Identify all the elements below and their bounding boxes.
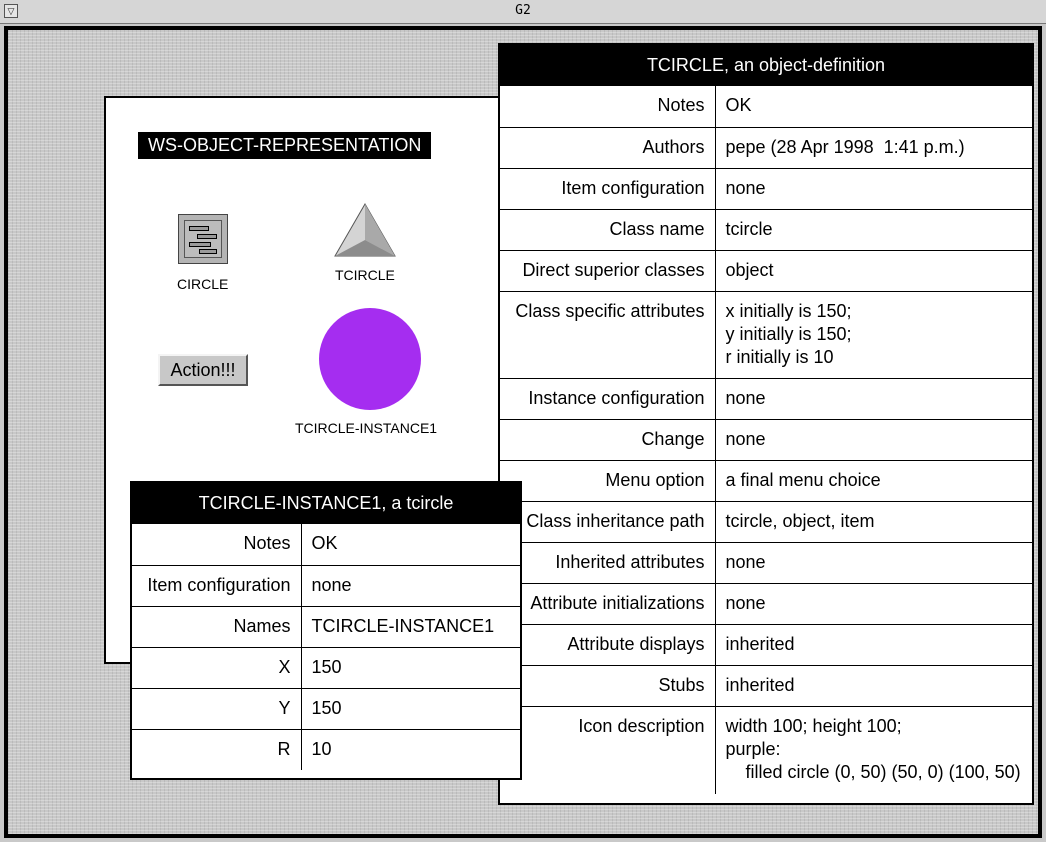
- attribute-value[interactable]: OK: [715, 86, 1032, 127]
- attribute-name: Attribute displays: [500, 624, 715, 665]
- window-menu-icon[interactable]: ▽: [4, 4, 18, 18]
- attribute-row: [500, 706, 1032, 794]
- attribute-name: Stubs: [500, 665, 715, 706]
- attribute-name: R: [132, 729, 301, 770]
- attribute-row: [132, 606, 520, 647]
- attribute-name: Authors: [500, 127, 715, 168]
- attribute-row: [132, 647, 520, 688]
- attribute-name: Class inheritance path: [500, 501, 715, 542]
- attribute-row: [132, 688, 520, 729]
- tcircle-label: TCIRCLE: [335, 267, 395, 283]
- attribute-value[interactable]: inherited: [715, 665, 1032, 706]
- attribute-row: [132, 729, 520, 770]
- attribute-value[interactable]: none: [715, 378, 1032, 419]
- attribute-name: Inherited attributes: [500, 542, 715, 583]
- attribute-name: Names: [132, 606, 301, 647]
- circle-icon-bar: [189, 242, 211, 247]
- attribute-value[interactable]: none: [301, 565, 520, 606]
- attribute-name: Instance configuration: [500, 378, 715, 419]
- attribute-value[interactable]: tcircle: [715, 209, 1032, 250]
- attribute-row: [500, 665, 1032, 706]
- attribute-value[interactable]: none: [715, 542, 1032, 583]
- attribute-value[interactable]: tcircle, object, item: [715, 501, 1032, 542]
- attribute-value[interactable]: inherited: [715, 624, 1032, 665]
- attribute-name: Change: [500, 419, 715, 460]
- attribute-value[interactable]: TCIRCLE-INSTANCE1: [301, 606, 520, 647]
- attribute-value[interactable]: none: [715, 168, 1032, 209]
- attribute-row: [500, 501, 1032, 542]
- attribute-value[interactable]: pepe (28 Apr 1998 1:41 p.m.): [715, 127, 1032, 168]
- circle-icon-bar: [197, 234, 217, 239]
- attribute-row: [500, 209, 1032, 250]
- circle-object-definition-icon[interactable]: [178, 214, 228, 264]
- attribute-row: [500, 583, 1032, 624]
- tcircle-triangle-icon[interactable]: [333, 202, 397, 258]
- attribute-name: Notes: [500, 86, 715, 127]
- g2-workspace: [4, 26, 1042, 838]
- attribute-row: [500, 127, 1032, 168]
- tcircle-instance-circle[interactable]: [319, 308, 421, 410]
- attribute-name: Item configuration: [132, 565, 301, 606]
- attribute-name: Class name: [500, 209, 715, 250]
- workspace-title: WS-OBJECT-REPRESENTATION: [138, 132, 431, 159]
- attribute-value[interactable]: width 100; height 100; purple: filled circle (0, 50) (50, 0) (100, 50): [725, 715, 1021, 782]
- attribute-name: Attribute initializations: [500, 583, 715, 624]
- definition-attributes: [500, 86, 1032, 794]
- circle-icon-frame: [184, 220, 222, 258]
- attribute-name: Icon description: [500, 706, 715, 794]
- attribute-row: [500, 460, 1032, 501]
- attribute-value[interactable]: none: [715, 583, 1032, 624]
- tcircle-instance-label: TCIRCLE-INSTANCE1: [295, 420, 438, 436]
- attribute-value[interactable]: none: [715, 419, 1032, 460]
- attribute-value[interactable]: 150: [301, 688, 520, 729]
- circle-icon-bar: [199, 249, 217, 254]
- window-title: G2: [515, 3, 531, 18]
- attribute-row: [500, 542, 1032, 583]
- attribute-row: [132, 524, 520, 565]
- attribute-name: Item configuration: [500, 168, 715, 209]
- instance-table-title: TCIRCLE-INSTANCE1, a tcircle: [132, 483, 520, 524]
- circle-icon-bar: [189, 226, 209, 231]
- attribute-name: Direct superior classes: [500, 250, 715, 291]
- tcircle-definition-table: [498, 43, 1034, 805]
- attribute-value[interactable]: 10: [311, 738, 332, 759]
- attribute-row: [500, 378, 1032, 419]
- instance-attributes: [132, 524, 520, 770]
- attribute-row: [132, 565, 520, 606]
- attribute-name: X: [132, 647, 301, 688]
- attribute-name: Class specific attributes: [500, 291, 715, 378]
- action-button[interactable]: Action!!!: [158, 354, 248, 386]
- attribute-value[interactable]: object: [715, 250, 1032, 291]
- attribute-name: Y: [132, 688, 301, 729]
- attribute-row: [500, 250, 1032, 291]
- attribute-row: [500, 624, 1032, 665]
- attribute-value[interactable]: OK: [301, 524, 520, 565]
- window-titlebar: [0, 0, 1046, 24]
- attribute-row: [500, 86, 1032, 127]
- attribute-value[interactable]: 150: [301, 647, 520, 688]
- attribute-name: Notes: [132, 524, 301, 565]
- definition-table-title: TCIRCLE, an object-definition: [500, 45, 1032, 86]
- attribute-row: [500, 291, 1032, 378]
- attribute-row: [500, 419, 1032, 460]
- attribute-value[interactable]: x initially is 150; y initially is 150; r initially is 10: [715, 291, 1032, 378]
- attribute-row: [500, 168, 1032, 209]
- tcircle-instance-table: [130, 481, 522, 780]
- circle-label: CIRCLE: [177, 276, 229, 292]
- attribute-name: Menu option: [500, 460, 715, 501]
- attribute-value[interactable]: a final menu choice: [715, 460, 1032, 501]
